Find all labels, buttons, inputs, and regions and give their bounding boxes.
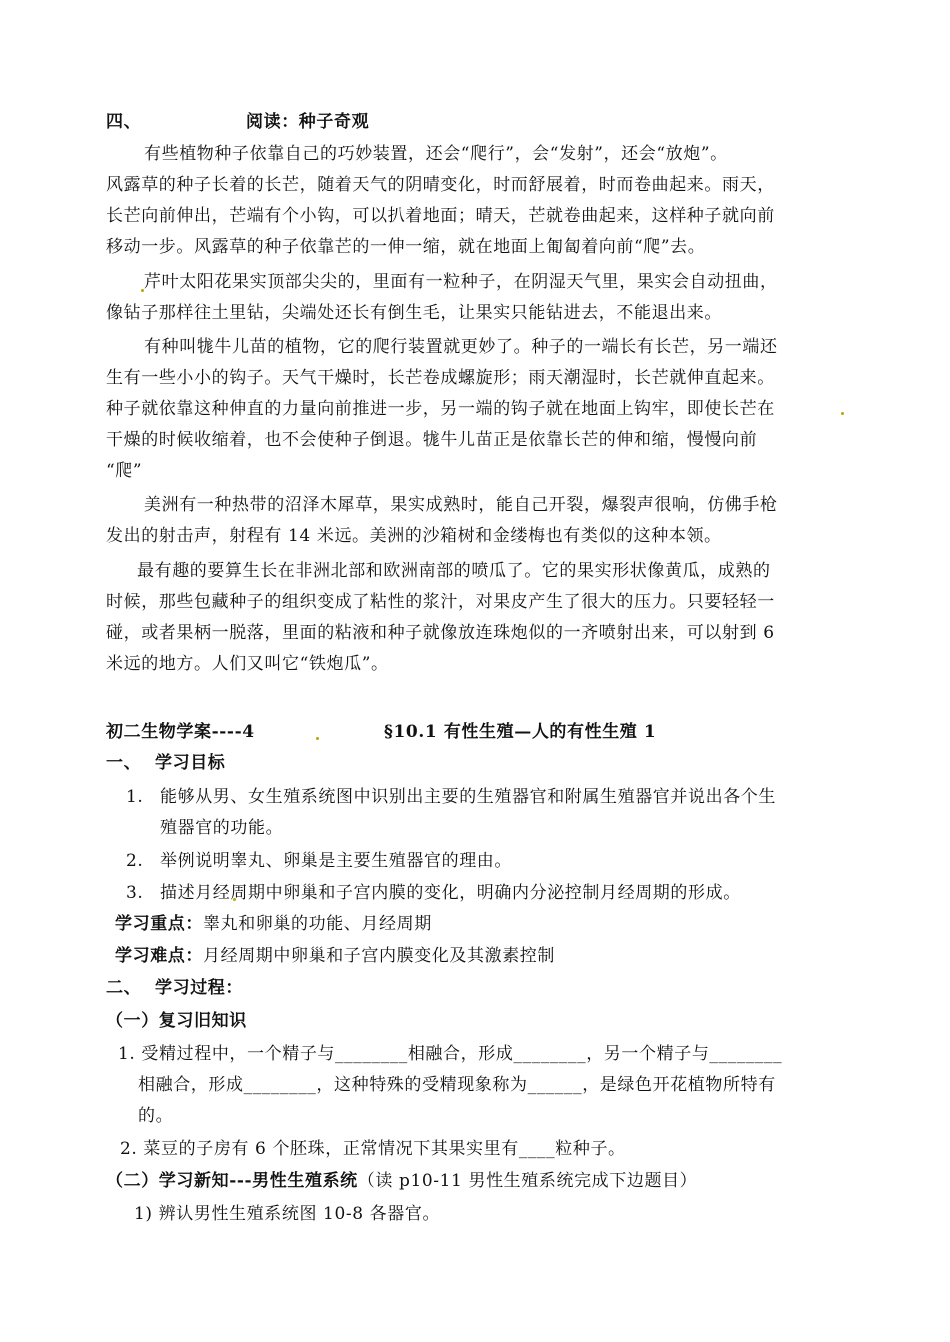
reading-paragraph-line: 生有一些小小的钩子。天气干燥时，长芒卷成螺旋形；雨天潮湿时，长芒就伸直起来。 xyxy=(106,368,775,388)
process-heading-title: 学习过程： xyxy=(155,978,243,998)
new-knowledge-note: （读 p10-11 男性生殖系统完成下边题目） xyxy=(357,1171,698,1191)
review-question: 2. 菜豆的子房有 6 个胚珠，正常情况下其果实里有____粒种子。 xyxy=(120,1139,626,1159)
reading-paragraph-line: 长芒向前伸出，芒端有个小钩，可以扒着地面；晴天，芒就卷曲起来，这样种子就向前 xyxy=(106,206,775,226)
review-heading: （一）复习旧知识 xyxy=(106,1011,247,1031)
stray-mark xyxy=(316,737,319,740)
goal-text: 殖器官的功能。 xyxy=(160,818,284,838)
section4-heading-title: 阅读：种子奇观 xyxy=(246,112,370,132)
section4-heading-number: 四、 xyxy=(106,112,142,132)
lesson-title: §10.1 有性生殖—人的有性生殖 1 xyxy=(384,722,657,742)
goal-number: 2. xyxy=(126,851,144,871)
task-item: 1) 辨认男性生殖系统图 10-8 各器官。 xyxy=(134,1204,441,1224)
reading-paragraph-line: 有些植物种子依靠自己的巧妙装置，还会“爬行”，会“发射”，还会“放炮”。 xyxy=(144,144,728,164)
course-title: 初二生物学案----4 xyxy=(106,722,255,742)
reading-paragraph-line: 米远的地方。人们又叫它“铁炮瓜”。 xyxy=(106,654,389,674)
goals-heading-number: 一、 xyxy=(106,753,142,773)
process-heading-number: 二、 xyxy=(106,978,142,998)
reading-paragraph-line: 发出的射击声，射程有 14 米远。美洲的沙箱树和金缕梅也有类似的这种本领。 xyxy=(106,526,722,546)
goal-text: 举例说明睾丸、卵巢是主要生殖器官的理由。 xyxy=(160,851,512,871)
reading-paragraph-line: 干燥的时候收缩着，也不会使种子倒退。牻牛儿苗正是依靠长芒的伸和缩，慢慢向前 xyxy=(106,430,758,450)
reading-paragraph-line: 有种叫牻牛儿苗的植物，它的爬行装置就更妙了。种子的一端长有长芒，另一端还 xyxy=(144,337,778,357)
goal-text: 能够从男、女生殖系统图中识别出主要的生殖器官和附属生殖器官并说出各个生 xyxy=(160,787,776,807)
reading-paragraph-line: 移动一步。风露草的种子依靠芒的一伸一缩，就在地面上匍匐着向前“爬”去。 xyxy=(106,237,706,257)
reading-paragraph-line: 风露草的种子长着的长芒，随着天气的阴晴变化，时而舒展着，时而卷曲起来。雨天， xyxy=(106,175,775,195)
key-points-label: 学习重点： xyxy=(115,914,203,934)
reading-paragraph-line: 碰，或者果柄一脱落，里面的粘液和种子就像放连珠炮似的一齐喷射出来，可以射到 6 xyxy=(106,623,775,643)
goals-heading-title: 学习目标 xyxy=(155,753,226,773)
key-points-text: 睾丸和卵巢的功能、月经周期 xyxy=(203,914,432,934)
difficulties-label: 学习难点： xyxy=(115,946,203,966)
review-question: 相融合，形成________，这种特殊的受精现象称为______，是绿色开花植物所特有 xyxy=(138,1075,776,1095)
goal-text: 描述月经周期中卵巢和子宫内膜的变化，明确内分泌控制月经周期的形成。 xyxy=(160,883,741,903)
reading-paragraph-line: 芹叶太阳花果实顶部尖尖的，里面有一粒种子，在阴湿天气里，果实会自动扭曲， xyxy=(144,272,778,292)
stray-mark xyxy=(841,412,844,415)
reading-paragraph-line: 时候，那些包藏种子的组织变成了粘性的浆汁，对果皮产生了很大的压力。只要轻轻一 xyxy=(106,592,775,612)
reading-paragraph-line: 像钻子那样往土里钻，尖端处还长有倒生毛，让果实只能钻进去，不能退出来。 xyxy=(106,303,722,323)
review-question: 1. 受精过程中，一个精子与________相融合，形成________，另一个精子与________ xyxy=(118,1044,783,1064)
reading-paragraph-line: 种子就依靠这种伸直的力量向前推进一步，另一端的钩子就在地面上钩牢，即使长芒在 xyxy=(106,399,775,419)
reading-paragraph-line: 美洲有一种热带的沼泽木犀草，果实成熟时，能自己开裂，爆裂声很响，仿佛手枪 xyxy=(144,495,778,515)
reading-paragraph-line: 最有趣的要算生长在非洲北部和欧洲南部的喷瓜了。它的果实形状像黄瓜，成熟的 xyxy=(137,561,771,581)
new-knowledge-heading: （二）学习新知---男性生殖系统 xyxy=(106,1171,358,1191)
key-points-row xyxy=(115,913,432,935)
goal-number: 1. xyxy=(126,787,144,807)
difficulties-row xyxy=(115,945,555,967)
difficulties-text: 月经周期中卵巢和子宫内膜变化及其激素控制 xyxy=(203,946,555,966)
reading-paragraph-line: “爬” xyxy=(106,461,143,481)
new-knowledge-row xyxy=(106,1170,697,1192)
goal-number: 3. xyxy=(126,883,144,903)
review-question: 的。 xyxy=(138,1106,174,1126)
